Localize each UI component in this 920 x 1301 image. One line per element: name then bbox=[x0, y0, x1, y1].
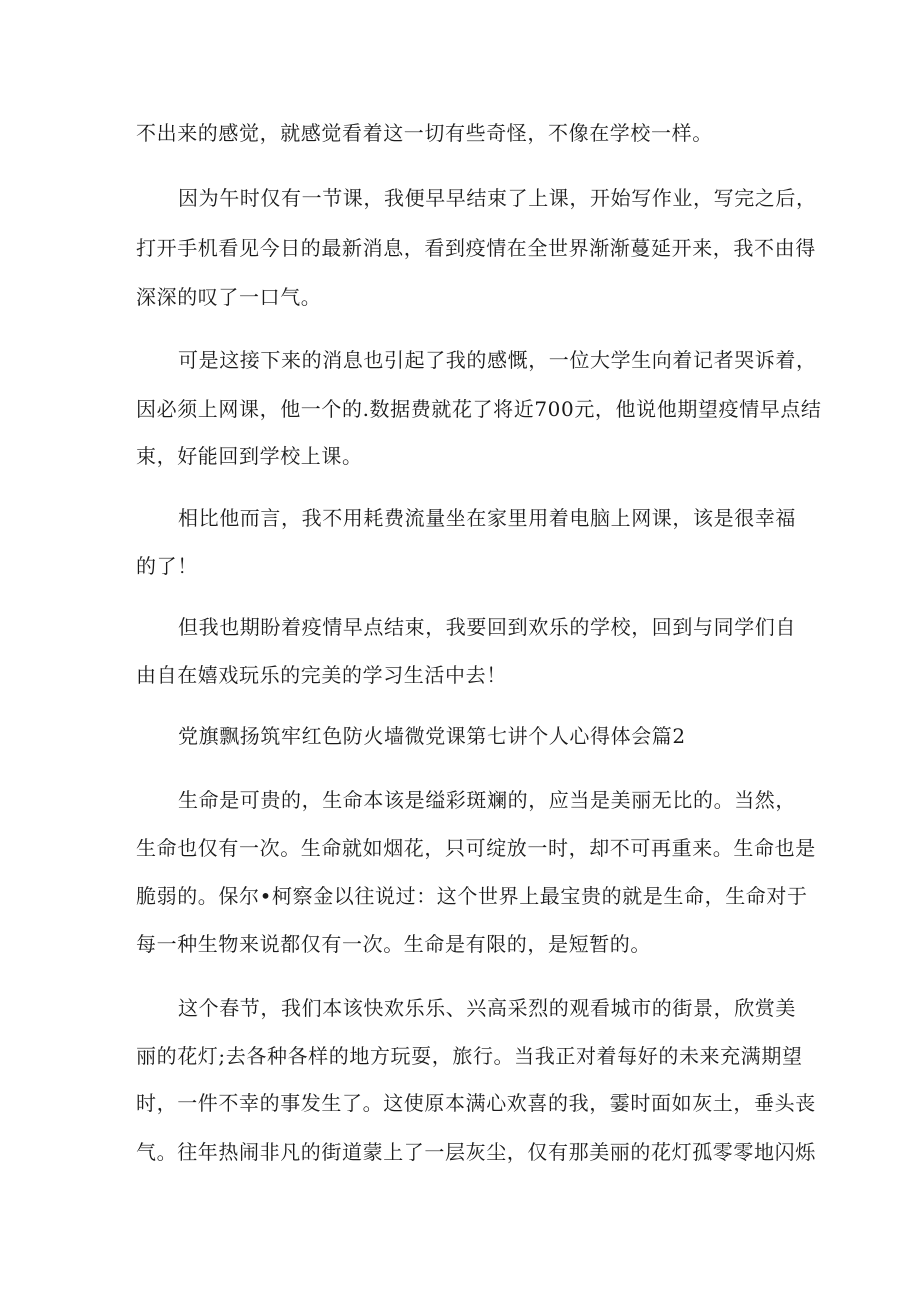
text-line: 打开手机看见今日的最新消息，看到疫情在全世界渐渐蔓延开来，我不由得 bbox=[136, 236, 816, 260]
section-heading: 党旗飘扬筑牢红色防火墙微党课第七讲个人心得体会篇2 bbox=[178, 724, 686, 748]
text-line: 气。往年热闹非凡的街道蒙上了一层灰尘，仅有那美丽的花灯孤零零地闪烁 bbox=[136, 1140, 816, 1164]
text-line: 因必须上网课，他一个的.数据费就花了将近700元，他说他期望疫情早点结 bbox=[136, 397, 822, 421]
text-line: 时，一件不幸的事发生了。这使原本满心欢喜的我，霎时面如灰土，垂头丧 bbox=[136, 1091, 816, 1115]
text-line: 不出来的感觉，就感觉看着这一切有些奇怪，不像在学校一样。 bbox=[136, 121, 713, 145]
text-line: 相比他而言，我不用耗费流量坐在家里用着电脑上网课，该是很幸福 bbox=[178, 506, 796, 530]
text-line: 深深的叹了一口气。 bbox=[136, 285, 322, 309]
text-line: 每一种生物来说都仅有一次。生命是有限的，是短暂的。 bbox=[136, 932, 651, 956]
text-line: 由自在嬉戏玩乐的完美的学习生活中去！ bbox=[136, 663, 507, 687]
text-line: 脆弱的。保尔•柯察金以往说过：这个世界上最宝贵的就是生命，生命对于 bbox=[136, 884, 808, 908]
text-line: 丽的花灯;去各种各样的地方玩耍，旅行。当我正对着每好的未来充满期望 bbox=[136, 1044, 803, 1068]
text-line: 可是这接下来的消息也引起了我的感慨，一位大学生向着记者哭诉着， bbox=[178, 348, 817, 372]
text-line: 束，好能回到学校上课。 bbox=[136, 444, 363, 468]
text-line: 这个春节，我们本该快欢乐乐、兴高采烈的观看城市的街景，欣赏美 bbox=[178, 996, 796, 1020]
text-line: 但我也期盼着疫情早点结束，我要回到欢乐的学校，回到与同学们自 bbox=[178, 615, 796, 639]
text-line: 生命也仅有一次。生命就如烟花，只可绽放一时，却不可再重来。生命也是 bbox=[136, 836, 816, 860]
text-line: 的了！ bbox=[136, 554, 198, 578]
text-line: 生命是可贵的，生命本该是缢彩斑斓的，应当是美丽无比的。当然， bbox=[178, 788, 796, 812]
text-line: 因为午时仅有一节课，我便早早结束了上课，开始写作业，写完之后， bbox=[178, 186, 817, 210]
